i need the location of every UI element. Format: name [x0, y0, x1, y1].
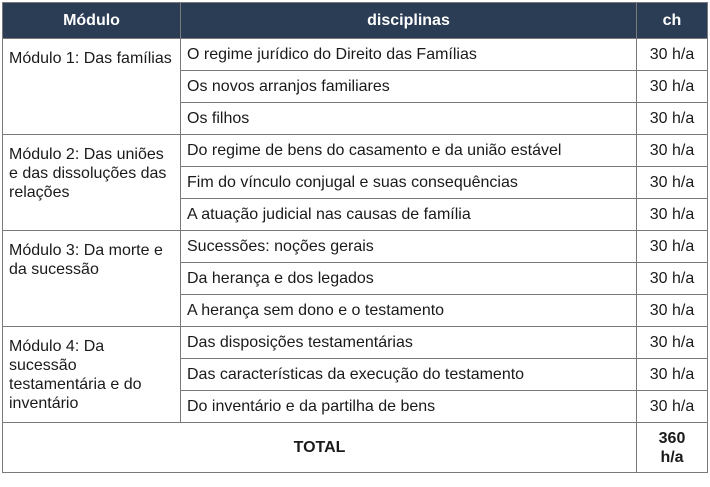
disciplina-cell: Os novos arranjos familiares — [181, 71, 637, 103]
module-name: Módulo 3: Da morte e da sucessão — [3, 231, 181, 327]
disciplina-cell: Do regime de bens do casamento e da união estável — [181, 135, 637, 167]
disciplina-cell: Os filhos — [181, 103, 637, 135]
disciplina-cell: Fim do vínculo conjugal e suas consequências — [181, 167, 637, 199]
curriculum-table — [2, 2, 708, 473]
ch-cell: 30 h/a — [637, 391, 708, 423]
ch-cell: 30 h/a — [637, 167, 708, 199]
disciplina-cell: A herança sem dono e o testamento — [181, 295, 637, 327]
total-value-unit: h/a — [660, 448, 684, 466]
ch-cell: 30 h/a — [637, 199, 708, 231]
module-name: Módulo 1: Das famílias — [3, 39, 181, 135]
disciplina-cell: Sucessões: noções gerais — [181, 231, 637, 263]
disciplina-cell: Das disposições testamentárias — [181, 327, 637, 359]
table-row — [3, 327, 708, 359]
disciplina-cell: O regime jurídico do Direito das Famílias — [181, 39, 637, 71]
total-value-number: 360 — [658, 429, 686, 447]
header-disciplinas: disciplinas — [181, 3, 637, 39]
table-row — [3, 39, 708, 71]
ch-cell: 30 h/a — [637, 263, 708, 295]
total-value — [637, 423, 708, 473]
module-name: Módulo 4: Da sucessão testamentária e do inventário — [3, 327, 181, 423]
ch-cell: 30 h/a — [637, 295, 708, 327]
ch-cell: 30 h/a — [637, 135, 708, 167]
header-modulo: Módulo — [3, 3, 181, 39]
header-row — [3, 3, 708, 39]
total-row — [3, 423, 708, 473]
ch-cell: 30 h/a — [637, 71, 708, 103]
ch-cell: 30 h/a — [637, 39, 708, 71]
disciplina-cell: Da herança e dos legados — [181, 263, 637, 295]
table-row — [3, 231, 708, 263]
ch-cell: 30 h/a — [637, 103, 708, 135]
ch-cell: 30 h/a — [637, 231, 708, 263]
total-label: TOTAL — [3, 423, 637, 473]
disciplina-cell: Das características da execução do testamento — [181, 359, 637, 391]
disciplina-cell: A atuação judicial nas causas de família — [181, 199, 637, 231]
module-name: Módulo 2: Das uniões e das dissoluções das relações — [3, 135, 181, 231]
table-row — [3, 135, 708, 167]
header-ch: ch — [637, 3, 708, 39]
disciplina-cell: Do inventário e da partilha de bens — [181, 391, 637, 423]
ch-cell: 30 h/a — [637, 359, 708, 391]
ch-cell: 30 h/a — [637, 327, 708, 359]
